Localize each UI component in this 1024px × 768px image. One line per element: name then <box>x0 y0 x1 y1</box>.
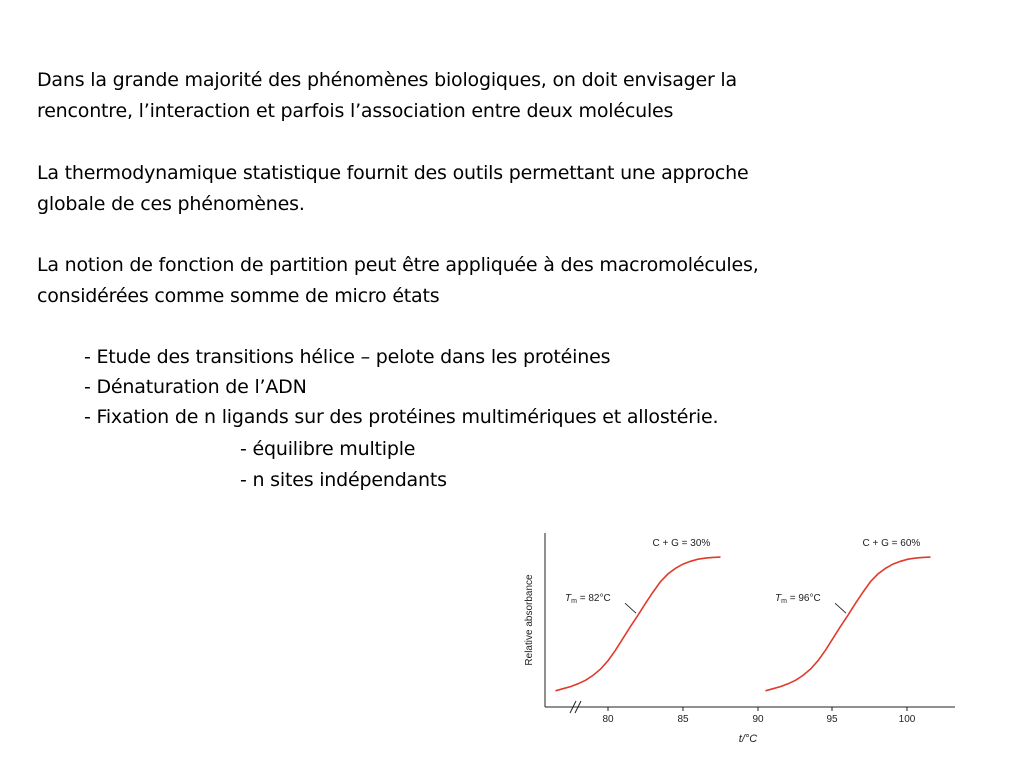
x-tick-label-100: 100 <box>898 714 916 725</box>
series-label-1: C + G = 30% <box>652 538 711 550</box>
paragraph-2-line-2: globale de ces phénomènes. <box>37 193 305 215</box>
subbullet-multiple-equilibrium: - équilibre multiple <box>240 438 416 460</box>
tm-leader-line-1 <box>625 603 636 613</box>
subbullet-independent-sites: - n sites indépendants <box>240 469 447 491</box>
x-tick-label-85: 85 <box>677 714 689 725</box>
melting-curve-1 <box>556 557 721 691</box>
melting-curve-2 <box>766 557 931 691</box>
x-axis-label-text: t/°C <box>738 733 758 745</box>
melting-curve-chart <box>510 515 960 755</box>
paragraph-3-line-1: La notion de fonction de partition peut être appliquée à des macromolécules, <box>37 254 759 276</box>
x-ticks <box>602 707 915 725</box>
tm-annotation-2: $T_m = 96^\circ C$ <box>775 593 821 606</box>
tm-leader-line-2 <box>835 603 846 613</box>
tm-annotation-1: $T_m = 82^\circ C$ <box>565 593 611 606</box>
paragraph-3-line-2: considérées comme somme de micro états <box>37 285 440 307</box>
x-tick-label-95: 95 <box>826 714 838 725</box>
series-group <box>556 538 931 691</box>
x-tick-label-90: 90 <box>752 714 764 725</box>
paragraph-2-line-1: La thermodynamique statistique fournit des outils permettant une approche <box>37 162 749 184</box>
y-axis-label: Relative absorbance <box>524 574 535 666</box>
paragraph-1-line-1: Dans la grande majorité des phénomènes biologiques, on doit envisager la <box>37 69 737 91</box>
bullet-dna-denaturation: - Dénaturation de l’ADN <box>84 376 307 398</box>
series-label-2: C + G = 60% <box>862 538 921 550</box>
bullet-helix-coil: - Etude des transitions hélice – pelote dans les protéines <box>84 346 611 368</box>
x-axis-label <box>739 733 758 745</box>
x-tick-label-80: 80 <box>602 714 614 725</box>
bullet-ligand-binding: - Fixation de n ligands sur des protéines multimériques et allostérie. <box>84 406 719 428</box>
paragraph-1-line-2: rencontre, l’interaction et parfois l’association entre deux molécules <box>37 100 674 122</box>
